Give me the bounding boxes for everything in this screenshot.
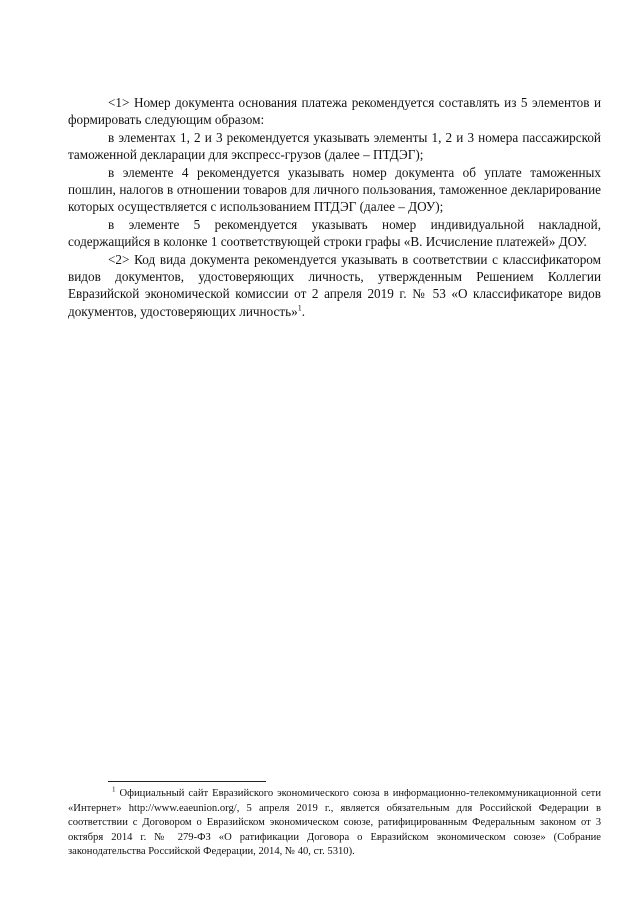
document-body (68, 94, 601, 320)
footnote (68, 787, 601, 860)
note-1-element-4-paragraph: в элементе 4 рекомендуется указывать номер документа об уплате таможенных пошлин, налогов в отношении товаров для личного пользования, таможенное декларирование которых осуществляется с использованием ПТДЭГ (далее – ДОУ); (68, 164, 601, 215)
footnote-paragraph (68, 787, 601, 860)
footnote-separator (108, 781, 266, 782)
note-1-paragraph: <1> Номер документа основания платежа рекомендуется составлять из 5 элементов и формировать следующим образом: (68, 95, 601, 128)
footnote-mark: 1 (112, 785, 116, 794)
note-1-element-5-paragraph: в элементе 5 рекомендуется указывать номер индивидуальной накладной, содержащийся в колонке 1 соответствующей строки графы «В. Исчисление платежей» ДОУ. (68, 216, 601, 250)
footnote-reference: 1 (297, 303, 302, 313)
note-1-element-1-3-paragraph: в элементах 1, 2 и 3 рекомендуется указывать элементы 1, 2 и 3 номера пассажирской таможенной декларации для экспресс-грузов (далее – ПТДЭГ); (68, 129, 601, 163)
footnote-text: Официальный сайт Евразийского экономического союза в информационно-телекоммуникационной сети «Интернет» http://www.eaeunion.org/, 5 апреля 2019 г., является обязательным для Российской Федерации в соответствии с Договором о Евразийском экономическом союзе, ратифицированным Федеральным законом от 3 октября 2014 г. № 279-ФЗ «О ратификации Договора о Евразийском экономическом союзе» (Собрание законодательства Российской Федерации, 2014, № 40, ст. 5310). (68, 788, 601, 858)
note-2-paragraph: <2> Код вида документа рекомендуется указывать в соответствии с классификатором видов документов, удостоверяющих личность, утвержденным Решением Коллегии Евразийской экономической комиссии от 2 апреля 2019 г. № 53 «О классификаторе видов документов, удостоверяющих личность»$^1$. (68, 251, 601, 319)
note-2-text: <2> Код вида документа рекомендуется указывать в соответствии с классификатором видов документов, удостоверяющих личность, утвержденным Решением Коллегии Евразийской экономической комиссии от 2 апреля 2019 г. № 53 «О классификаторе видов документов, удостоверяющих личность» (68, 251, 601, 319)
